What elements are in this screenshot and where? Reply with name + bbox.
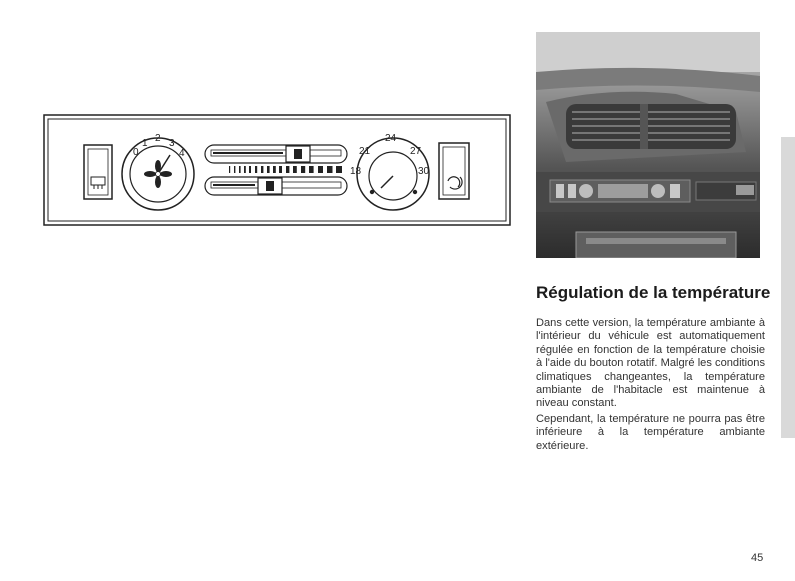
- page-edge-tab: [781, 137, 795, 438]
- climate-panel-diagram: [43, 114, 511, 226]
- lower-air-slider[interactable]: [205, 177, 347, 195]
- rear-defrost-button[interactable]: [84, 145, 112, 199]
- temp-scale-24: 24: [385, 133, 397, 144]
- airflow-scale: [229, 166, 342, 173]
- temp-scale-30: 30: [418, 166, 430, 177]
- body-paragraph-1: Dans cette version, la température ambiante à l'intérieur du véhicule est automatiquement régulée en fonction de la température choisie à l'aide du bouton rotatif. Malgré les conditions climatiques changeantes, la température ambiante de l'habitacle est maintenue à niveau constant.: [536, 317, 765, 410]
- temp-scale-21: 21: [359, 146, 371, 157]
- page-number: 45: [751, 552, 764, 564]
- control-panel-photo: [550, 180, 756, 202]
- temp-scale-27: 27: [410, 146, 422, 157]
- panel-inner-frame: [48, 119, 506, 221]
- upper-air-slider[interactable]: [205, 145, 347, 163]
- fan-scale-4: 4: [179, 148, 185, 159]
- dashboard-photo: [536, 32, 760, 258]
- body-paragraph-2: Cependant, la température ne pourra pas être inférieure à la température ambiante extérieure.: [536, 413, 765, 452]
- down-arrow-icon: [266, 181, 274, 191]
- temp-scale-18: 18: [350, 166, 362, 177]
- fan-scale-3: 3: [169, 138, 175, 149]
- fan-scale-0: 0: [133, 147, 139, 158]
- up-arrow-icon: [294, 149, 302, 159]
- section-heading: Régulation de la température: [536, 283, 771, 302]
- air-vent: [566, 104, 736, 149]
- fan-scale-1: 1: [142, 138, 148, 149]
- recirculation-button[interactable]: [439, 143, 469, 199]
- fan-scale-2: 2: [155, 133, 161, 144]
